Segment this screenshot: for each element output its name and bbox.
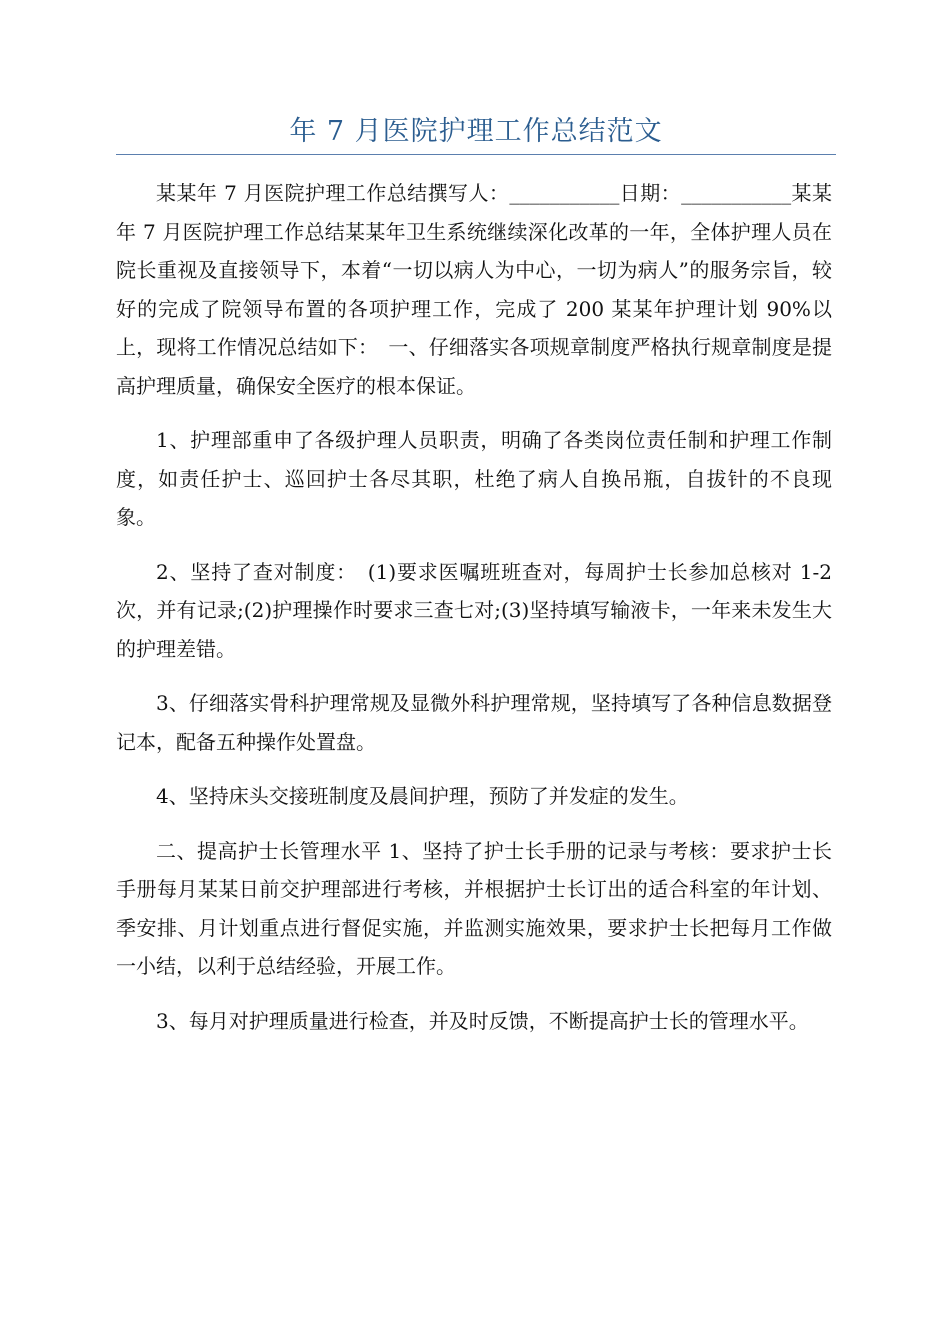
- title-underline: [116, 154, 836, 155]
- paragraph-item-4: 4、坚持床头交接班制度及晨间护理，预防了并发症的发生。: [156, 784, 689, 808]
- paragraph-item-3: 3、仔细落实骨科护理常规及显微外科护理常规，坚持填写了各种信息数据登记本，配备五种操作处置盘。: [116, 691, 832, 754]
- paragraph-intro: 某某年 7 月医院护理工作总结撰写人：___________日期：___________某某年 7 月医院护理工作总结某某年卫生系统继续深化改革的一年，全体护理人员在院长重视及直接领导下，本着“一切以病人为中心，一切为病人”的服务宗旨，较好的完成了院领导布置的各项护理工作，完成了 200 某某年护理计划 90%以上，现将工作情况总结如下： 一、仔细落实各项规章制度严格执行规章制度是提高护理质量，确保安全医疗的根本保证。: [116, 181, 832, 398]
- paragraph-item-2: 2、坚持了查对制度： (1)要求医嘱班班查对，每周护士长参加总核对 1-2 次，并有记录;(2)护理操作时要求三查七对;(3)坚持填写输液卡，一年来未发生大的护理差错。: [116, 559, 839, 661]
- title-block: [116, 112, 836, 155]
- paragraph-section-2: 二、提高护士长管理水平 1、坚持了护士长手册的记录与考核：要求护士长手册每月某某日前交护理部进行考核，并根据护士长订出的适合科室的年计划、季安排、月计划重点进行督促实施，并监测实施效果，要求护士长把每月工作做一小结，以利于总结经验，开展工作。: [116, 838, 832, 978]
- paragraph-item-3b: 3、每月对护理质量进行检查，并及时反馈，不断提高护士长的管理水平。: [156, 1008, 809, 1033]
- paragraph-item-1: 1、护理部重申了各级护理人员职责，明确了各类岗位责任制和护理工作制度，如责任护士、巡回护士各尽其职，杜绝了病人自换吊瓶，自拔针的不良现象。: [116, 428, 832, 529]
- document-title: 年 7 月医院护理工作总结范文: [289, 116, 663, 147]
- document-body: [116, 174, 839, 1056]
